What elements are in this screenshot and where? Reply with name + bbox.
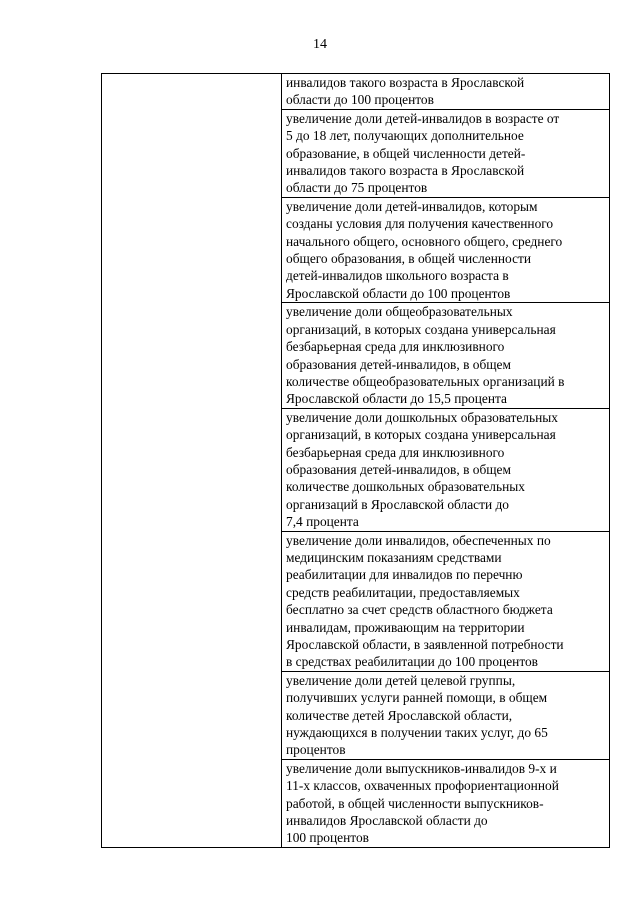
indicators-table [101, 73, 610, 848]
indicator-cell: увеличение доли дошкольных образовательных организаций, в которых создана универсальная безбарьерная среда для инклюзивного образования детей-инвалидов, в общем количестве дошкольных образовательных организаций в Ярославской области до 7,4 процента [282, 408, 610, 531]
indicator-cell: увеличение доли детей-инвалидов, которым созданы условия для получения качественного начального общего, основного общего, среднего общего образования, в общей численности детей-инвалидов школьного возраста в Ярославской области до 100 процентов [282, 197, 610, 302]
table-row [102, 74, 610, 110]
indicator-cell: увеличение доли выпускников-инвалидов 9-х и 11-х классов, охваченных профориентационной работой, в общей численности выпускников- инвалидов Ярославской области до 100 процентов [282, 759, 610, 847]
indicator-cell: инвалидов такого возраста в Ярославской области до 100 процентов [282, 74, 610, 110]
indicator-cell: увеличение доли инвалидов, обеспеченных по медицинским показаниям средствами реабилитации для инвалидов по перечню средств реабилитации, предоставляемых бесплатно за счет средств областного бюджета инвалидам, проживающим на территории Ярославской области, в заявленной потребности в средствах реабилитации до 100 процентов [282, 531, 610, 671]
indicator-cell: увеличение доли детей-инвалидов в возрасте от 5 до 18 лет, получающих дополнительное образование, в общей численности детей- инвалидов такого возраста в Ярославской области до 75 процентов [282, 109, 610, 197]
left-column-cell [102, 74, 282, 848]
indicator-cell: увеличение доли детей целевой группы, получивших услуги ранней помощи, в общем количестве детей Ярославской области, нуждающихся в получении таких услуг, до 65 процентов [282, 671, 610, 759]
indicator-cell: увеличение доли общеобразовательных организаций, в которых создана универсальная безбарьерная среда для инклюзивного образования детей-инвалидов, в общем количестве общеобразовательных организаций в Ярославской области до 15,5 процента [282, 303, 610, 408]
page-number: 14 [313, 37, 327, 52]
